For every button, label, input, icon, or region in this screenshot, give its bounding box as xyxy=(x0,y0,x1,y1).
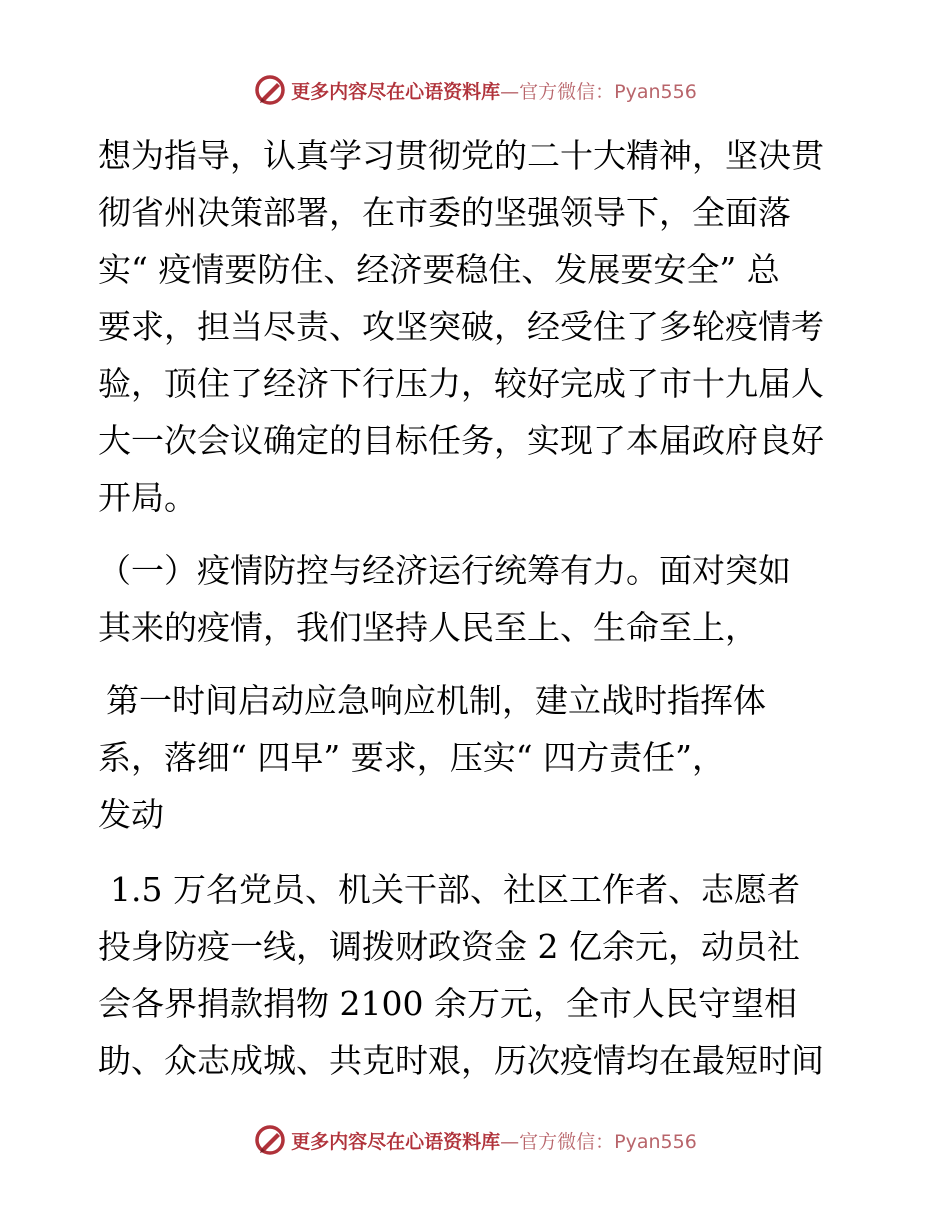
text-line: 大一次会议确定的目标任务，实现了本届政府良好 xyxy=(98,421,824,460)
watermark-sub-text: —官方微信：Pyan556 xyxy=(500,1130,697,1153)
text-line: 验，顶住了经济下行压力，较好完成了市十九届人 xyxy=(98,364,824,403)
text-line: 系，落细“ 四早” 要求，压实“ 四方责任”， xyxy=(98,738,725,777)
text-line: 想为指导，认真学习贯彻党的二十大精神，坚决贯 xyxy=(98,136,824,175)
pen-logo-icon xyxy=(253,73,287,107)
watermark-header xyxy=(0,70,950,110)
text-line: 发动 xyxy=(98,795,164,834)
text-line: 要求，担当尽责、攻坚突破，经受住了多轮疫情考 xyxy=(98,307,824,346)
text-line: 实“ 疫情要防住、经济要稳住、发展要安全” 总 xyxy=(98,250,780,289)
watermark-main-text: 更多内容尽在心语资料库 xyxy=(291,80,501,103)
text-line: 第一时间启动应急响应机制，建立战时指挥体 xyxy=(106,681,766,720)
text-line: 1.5 万名党员、机关干部、社区工作者、志愿者 xyxy=(110,870,800,909)
watermark-main-text: 更多内容尽在心语资料库 xyxy=(291,1130,501,1153)
watermark-sub-text: —官方微信：Pyan556 xyxy=(500,80,697,103)
section-heading-line: （一）疫情防控与经济运行统筹有力。面对突如 xyxy=(98,551,791,590)
pen-logo-icon xyxy=(253,1123,287,1157)
text-line: 会各界捐款捐物 2100 余万元，全市人民守望相 xyxy=(98,984,797,1023)
watermark-footer xyxy=(0,1120,950,1160)
text-line: 彻省州决策部署，在市委的坚强领导下，全面落 xyxy=(98,193,791,232)
text-line: 助、众志成城、共克时艰，历次疫情均在最短时间 xyxy=(98,1041,824,1080)
text-line: 投身防疫一线，调拨财政资金 2 亿余元，动员社 xyxy=(98,927,800,966)
text-line: 开局。 xyxy=(98,478,197,517)
text-line: 其来的疫情，我们坚持人民至上、生命至上， xyxy=(98,608,758,647)
document-body xyxy=(98,127,858,1089)
